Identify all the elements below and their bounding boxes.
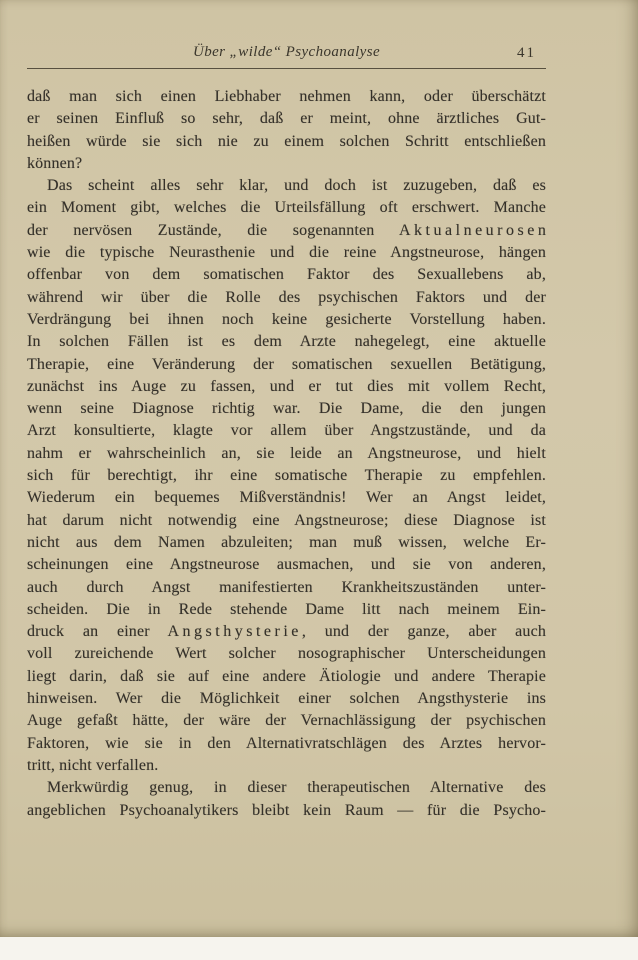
text-line: scheinungen eine Angstneurose ausmachen, und sie von anderen, [27, 556, 546, 574]
text-line: können? [27, 154, 83, 172]
text-line: hinweisen. Wer die Möglichkeit einer solchen Angsthysterie ins [27, 690, 546, 708]
text-line: auch durch Angst manifestierten Krankheitszuständen unter- [27, 578, 546, 596]
text-line: hat darum nicht notwendig eine Angstneurose; diese Diagnose ist [27, 511, 546, 529]
scanner-background-strip [0, 937, 638, 960]
text-line: er seinen Einfluß so sehr, daß er meint, ohne ärztliches Gut- [27, 110, 546, 128]
text-line: nicht aus dem Namen abzuleiten; man muß wissen, welche Er- [27, 533, 546, 551]
text-line: ein Moment gibt, welches die Urteilsfällung oft erschwert. Manche [27, 199, 546, 217]
text-line: offenbar von dem somatischen Faktor des Sexuallebens ab, [27, 266, 546, 284]
text-line: Verdrängung bei ihnen noch keine gesicherte Vorstellung haben. [27, 310, 546, 328]
text-line: Faktoren, wie sie in den Alternativratschlägen des Arztes hervor- [27, 734, 546, 752]
text-block [27, 86, 546, 822]
text-line: druck an einer A n g s t h y s t e r i e , und der ganze, aber auch [27, 623, 546, 641]
text-line: Auge gefaßt hätte, der wäre der Vernachlässigung der psychischen [27, 712, 546, 730]
text-line: zunächst ins Auge zu fassen, und er tut dies mit vollem Recht, [27, 377, 546, 395]
text-line: Arzt konsultierte, klagte vor allem über Angstzustände, und da [27, 422, 546, 440]
text-line: Merkwürdig genug, in dieser therapeutischen Alternative des [47, 779, 546, 797]
text-line: heißen würde sie sich nie zu einem solchen Schritt entschließen [27, 132, 546, 150]
text-line: daß man sich einen Liebhaber nehmen kann, oder überschätzt [27, 88, 546, 105]
text-line: angeblichen Psychoanalytikers bleibt kein Raum — für die Psycho- [27, 801, 546, 819]
text-line: voll zureichende Wert solcher nosographischer Unterscheidungen [27, 645, 546, 663]
text-line: liegt darin, daß sie auf eine andere Ätiologie und andere Therapie [27, 667, 546, 685]
text-line: Das scheint alles sehr klar, und doch ist zuzugeben, daß es [47, 177, 546, 195]
text-line: der nervösen Zustände, die sogenannten A k t u a l n e u r o s e n [27, 221, 546, 239]
text-line: wenn seine Diagnose richtig war. Die Dame, die den jungen [27, 400, 546, 418]
text-line: scheiden. Die in Rede stehende Dame litt nach meinem Ein- [27, 600, 546, 618]
text-line: tritt, nicht verfallen. [27, 756, 159, 774]
running-title: Über „wilde“ Psychoanalyse [192, 44, 381, 60]
text-line: sich für berechtigt, ihr eine somatische Therapie zu empfehlen. [27, 467, 546, 485]
text-line: Wiederum ein bequemes Mißverständnis! Wer an Angst leidet, [27, 489, 546, 507]
running-header [27, 44, 546, 64]
text-line: In solchen Fällen ist es dem Arzte nahegelegt, eine aktuelle [27, 333, 546, 351]
text-line: nahm er wahrscheinlich an, sie leide an Angstneurose, und hielt [27, 444, 546, 462]
page-number: 41 [517, 45, 536, 61]
text-line: während wir über die Rolle des psychischen Faktors und der [27, 288, 546, 306]
text-line: wie die typische Neurasthenie und die reine Angstneurose, hängen [27, 244, 546, 262]
text-line: Therapie, eine Veränderung der somatischen sexuellen Betätigung, [27, 355, 546, 373]
header-rule [27, 68, 546, 69]
